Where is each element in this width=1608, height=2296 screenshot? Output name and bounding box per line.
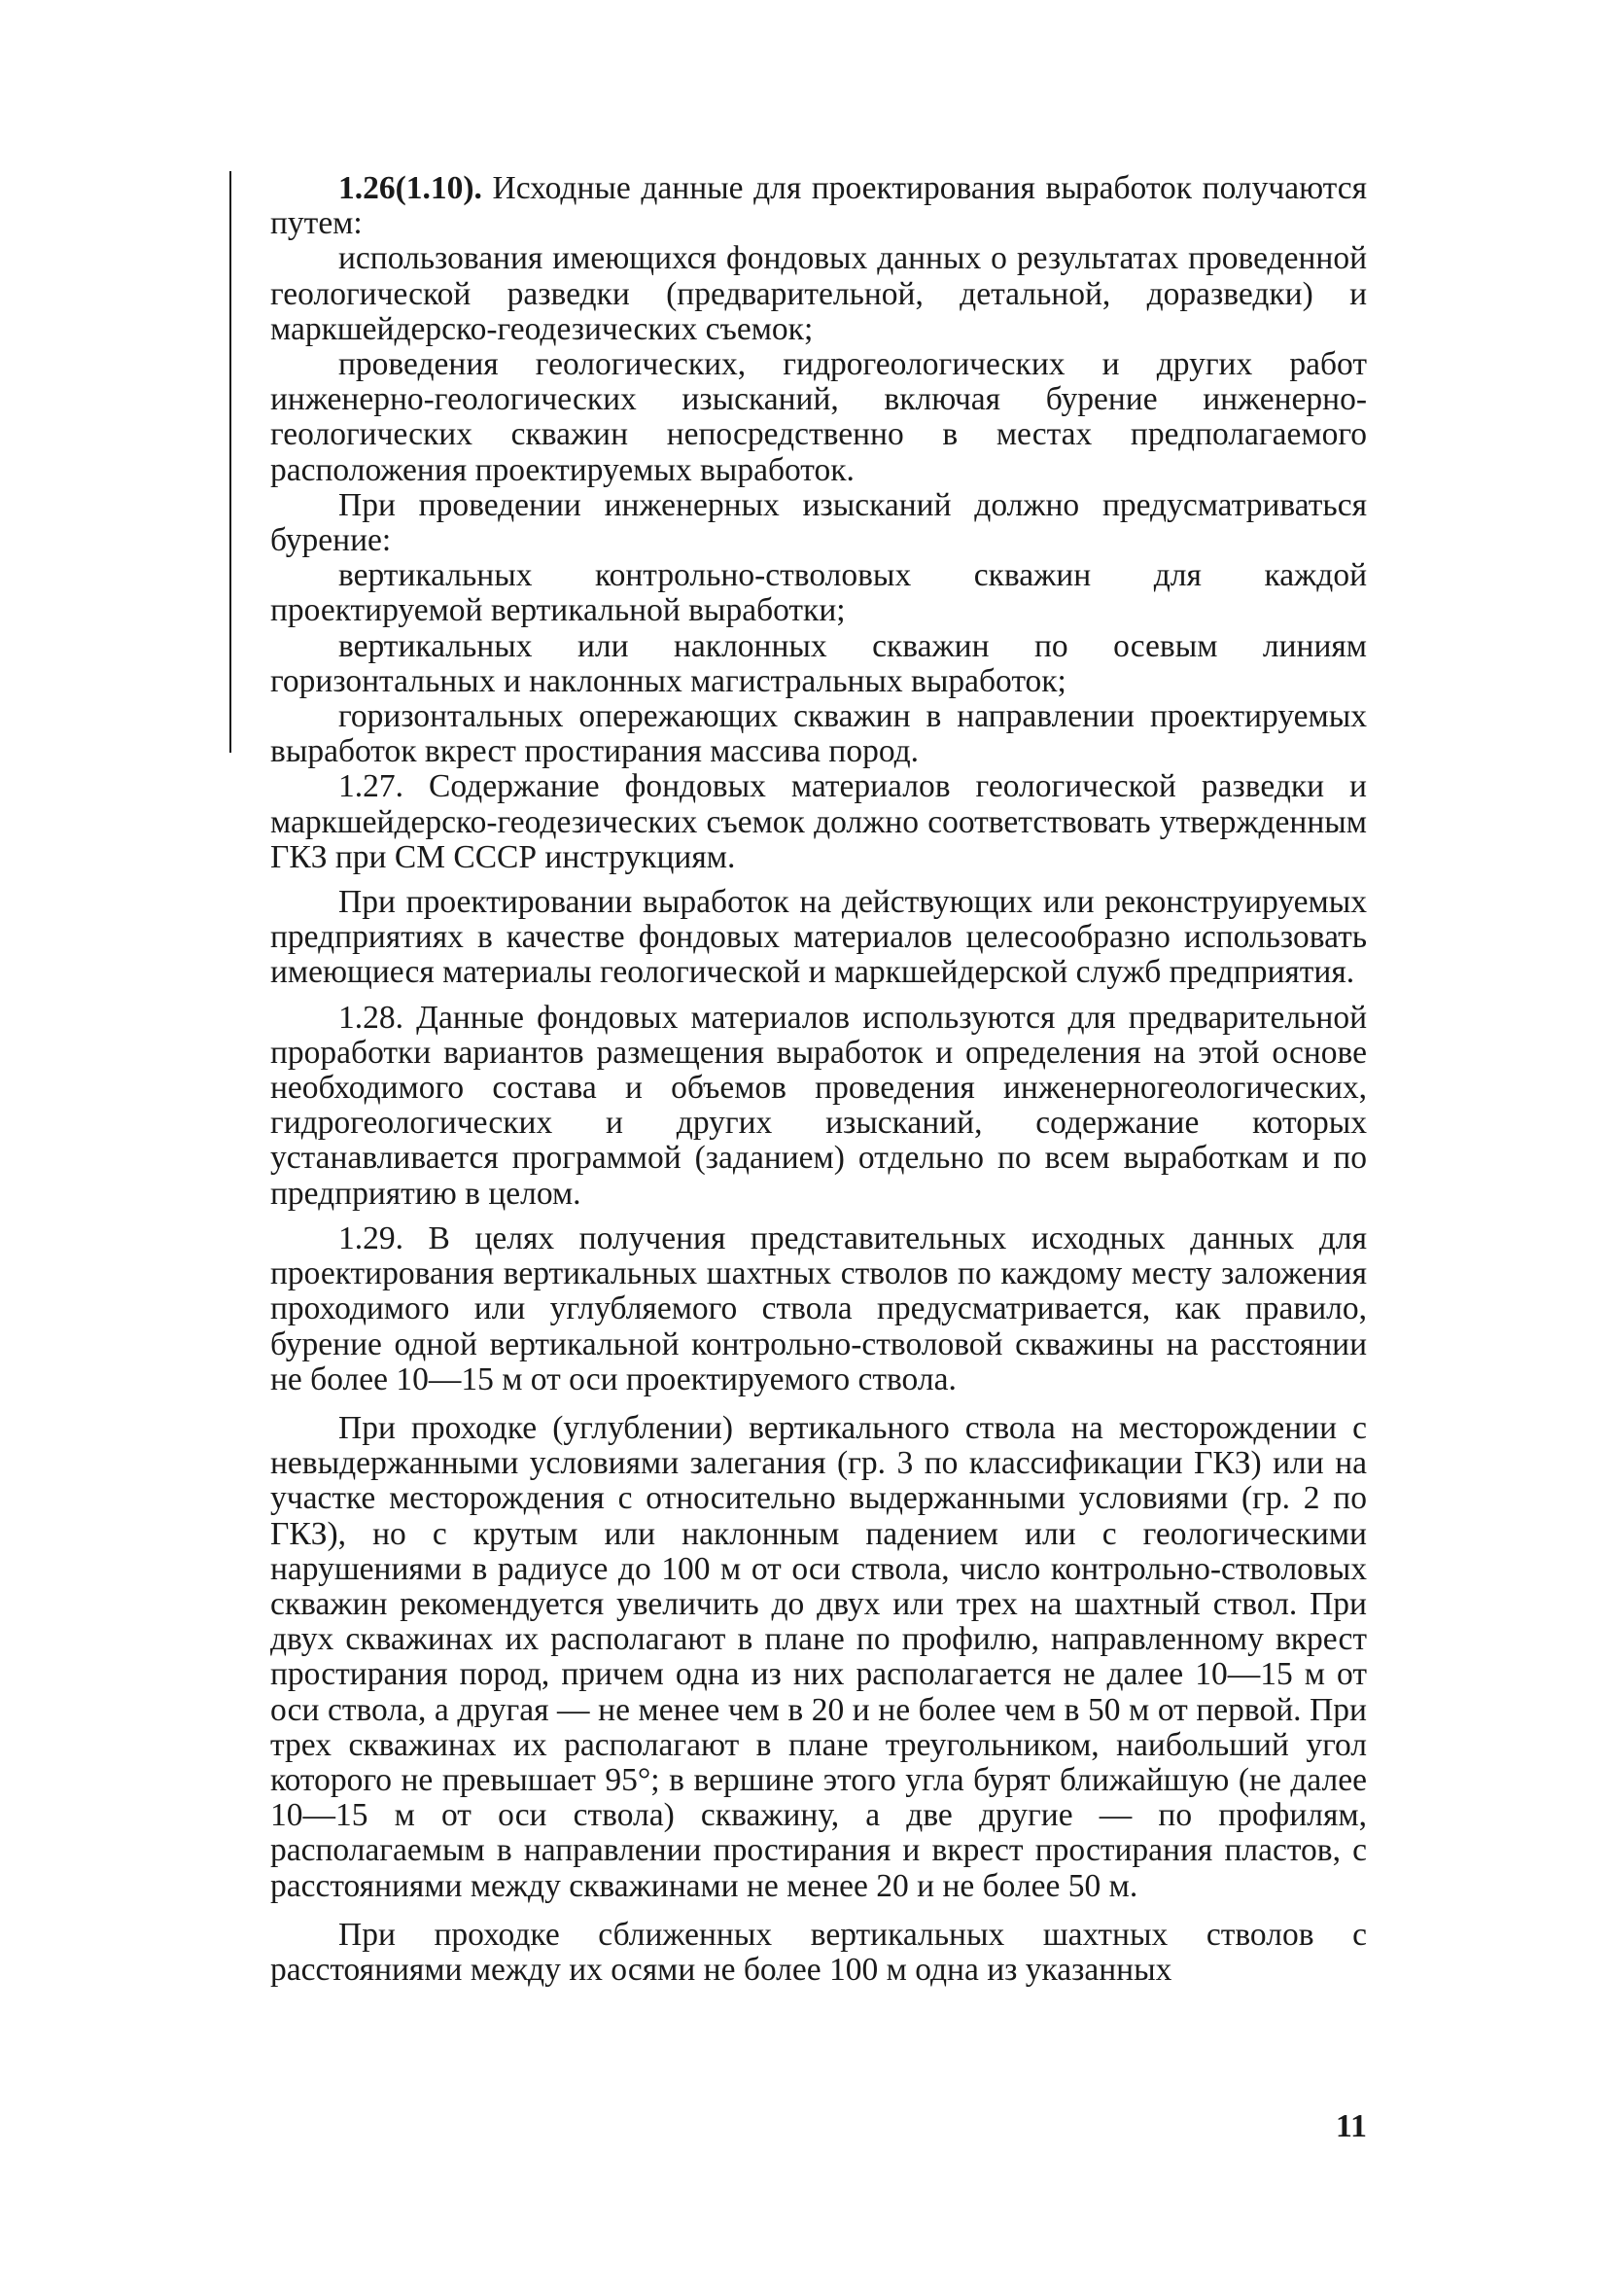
list-item: использования имеющихся фондовых данных о результатах проведенной геологической разведки (предварительной, детальной, доразведки) и маркшейдерско-геодезических съемок;	[270, 240, 1367, 347]
page-number: 11	[1335, 2108, 1367, 2144]
paragraph-1-27	[270, 769, 1367, 875]
paragraph-text: Исходные данные для проектирования выработок получаются путем:	[270, 170, 1367, 242]
list-item: горизонтальных опережающих скважин в направлении проектируемых выработок вкрест простирания массива пород.	[270, 698, 1367, 770]
paragraph-text: Данные фондовых материалов используются для предварительной проработки вариантов размещения выработок и определения на этой основе необходимого состава и объемов проведения инженерногеологических, гидрогеологических и других изысканий, содержание которых устанавливается программой (заданием) отдельно по всем выработкам и по предприятию в целом.	[270, 999, 1367, 1212]
margin-change-bar	[229, 171, 231, 753]
list-item: вертикальных контрольно-стволовых скважин для каждой проектируемой вертикальной выработки;	[270, 557, 1367, 629]
paragraph-1-29	[270, 1221, 1367, 1397]
clause-number: 1.28.	[338, 999, 403, 1036]
clause-number: 1.26(1.10).	[338, 170, 482, 206]
paragraph: При проходке сближенных вертикальных шахтных стволов с расстояниями между их осями не более 100 м одна из указанных	[270, 1916, 1367, 1988]
paragraph: При проходке (углублении) вертикального ствола на месторождении с невыдержанными условиями залегания (гр. 3 по классификации ГКЗ) или на участке месторождения с относительно выдержанными условиями (гр. 2 по ГКЗ), но с крутым или наклонным падением или с геологическими нарушениями в радиусе до 100 м от оси ствола, число контрольно-стволовых скважин рекомендуется увеличить до двух или трех на шахтный ствол. При двух скважинах их располагают в плане по профилю, направленному вкрест простирания пород, причем одна из них располагается не далее 10—15 м от оси ствола, а другая — не менее чем в 20 и не более чем в 50 м от первой. При трех скважинах их располагают в плане треугольником, наибольший угол которого не превышает 95°; в вершине этого угла бурят ближайшую (не далее 10—15 м от оси ствола) скважину, а две другие — по профилям, располагаемым в направлении простирания и вкрест простирания пластов, с расстояниями между скважинами не менее 20 и не более 50 м.	[270, 1409, 1367, 1904]
list-item: вертикальных или наклонных скважин по осевым линиям горизонтальных и наклонных магистральных выработок;	[270, 627, 1367, 699]
body-text	[270, 171, 1367, 1988]
list-item: проведения геологических, гидрогеологических и других работ инженерно-геологических изысканий, включая бурение инженерно-геологических скважин непосредственно в местах предполагаемого расположения проектируемых выработок.	[270, 346, 1367, 488]
paragraph-1-28	[270, 1001, 1367, 1212]
paragraph-1-26	[270, 171, 1367, 241]
paragraph: При проведении инженерных изысканий должно предусматриваться бурение:	[270, 486, 1367, 559]
clause-number: 1.27.	[338, 768, 403, 805]
paragraph: При проектировании выработок на действующих или реконструируемых предприятиях в качестве фондовых материалов целесообразно использовать имеющиеся материалы геологической и маркшейдерской служб предприятия.	[270, 884, 1367, 991]
clause-number: 1.29.	[338, 1219, 403, 1256]
paragraph-text: В целях получения представительных исходных данных для проектирования вертикальных шахтных стволов по каждому месту заложения проходимого или углубляемого ствола предусматривается, как правило, бурение одной вертикальной контрольно-стволовой скважины на расстоянии не более 10—15 м от оси проектируемого ствола.	[270, 1219, 1367, 1397]
paragraph-text: Содержание фондовых материалов геологической разведки и маркшейдерско-геодезических съемок должно соответствовать утвержденным ГКЗ при СМ СССР инструкциям.	[270, 768, 1367, 875]
